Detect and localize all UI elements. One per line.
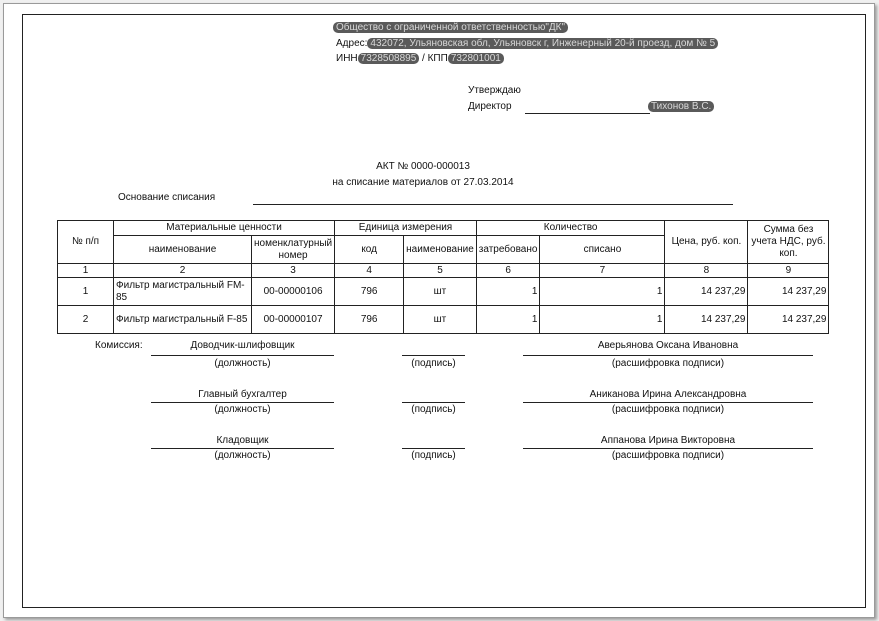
position-caption: (должность): [214, 404, 271, 415]
col-number: 8: [665, 264, 748, 278]
header-sum: Сумма без учета НДС, руб. коп.: [748, 221, 829, 264]
director-signature-line: [525, 113, 650, 114]
director-name: [648, 101, 714, 112]
header-code: код: [335, 236, 404, 264]
position-line: [151, 448, 334, 449]
col-number: 4: [335, 264, 404, 278]
signature-caption: (подпись): [411, 358, 456, 369]
basis-line: [253, 204, 733, 205]
header-num: № п/п: [58, 221, 114, 264]
org-name: [333, 22, 568, 33]
signature-caption: (подпись): [411, 450, 456, 461]
row-num: 2: [58, 306, 114, 334]
row-code: 796: [335, 306, 404, 334]
row-sum: 14 237,29: [748, 306, 829, 334]
row-price: 14 237,29: [665, 278, 748, 306]
signature-caption: (подпись): [411, 404, 456, 415]
address-line: [336, 38, 718, 49]
table-row: [58, 306, 829, 334]
col-number: 2: [114, 264, 252, 278]
col-number: 6: [476, 264, 540, 278]
header-unit-name: наименование: [404, 236, 477, 264]
commission-label: Комиссия:: [95, 340, 143, 351]
row-name: Фильтр магистральный FM-85: [114, 278, 252, 306]
member-position: Кладовщик: [216, 435, 269, 446]
position-line: [151, 355, 334, 356]
row-code: 796: [335, 278, 404, 306]
row-required: 1: [476, 278, 540, 306]
signature-line: [402, 355, 465, 356]
row-written-off: 1: [540, 278, 665, 306]
column-number-row: [58, 264, 829, 278]
decode-caption: (расшифровка подписи): [611, 358, 725, 369]
header-name: наименование: [114, 236, 252, 264]
act-title: АКТ № 0000-000013: [376, 161, 470, 172]
header-unit: Единица измерения: [335, 221, 477, 236]
kpp-label: / КПП: [422, 53, 448, 64]
address-label: Адрес:: [336, 38, 368, 49]
decode-caption: (расшифровка подписи): [611, 404, 725, 415]
row-unit: шт: [404, 278, 477, 306]
row-nomenclature: 00-00000107: [252, 306, 335, 334]
member-position: Доводчик-шлифовщик: [190, 340, 295, 351]
member-position: Главный бухгалтер: [198, 389, 287, 400]
decode-line: [523, 402, 813, 403]
header-material: Материальные ценности: [114, 221, 335, 236]
header-nomenclature: номенклатурный номер: [252, 236, 335, 264]
approve-label: Утверждаю: [468, 85, 521, 96]
position-caption: (должность): [214, 358, 271, 369]
header-required: затребовано: [476, 236, 540, 264]
kpp-value: 732801001: [448, 53, 504, 64]
member-name: Аверьянова Оксана Ивановна: [597, 340, 739, 351]
col-number: 7: [540, 264, 665, 278]
position-line: [151, 402, 334, 403]
row-nomenclature: 00-00000106: [252, 278, 335, 306]
signature-line: [402, 402, 465, 403]
position-caption: (должность): [214, 450, 271, 461]
member-name: Аппанова Ирина Викторовна: [600, 435, 736, 446]
org-name-text: Общество с ограниченной ответственностью"ДК": [333, 22, 568, 33]
document-frame: [22, 14, 866, 608]
signature-line: [402, 448, 465, 449]
row-unit: шт: [404, 306, 477, 334]
director-label: Директор: [468, 101, 512, 112]
row-required: 1: [476, 306, 540, 334]
inn-label: ИНН: [336, 53, 358, 64]
row-sum: 14 237,29: [748, 278, 829, 306]
basis-label: Основание списания: [118, 192, 216, 203]
table-row: [58, 278, 829, 306]
decode-line: [523, 355, 813, 356]
header-price: Цена, руб. коп.: [665, 221, 748, 264]
address-value: 432072, Ульяновская обл, Ульяновск г, Инженерный 20-й проезд, дом № 5: [367, 38, 718, 49]
header-written-off: списано: [540, 236, 665, 264]
row-name: Фильтр магистральный F-85: [114, 306, 252, 334]
inn-kpp-line: [336, 53, 504, 64]
col-number: 3: [252, 264, 335, 278]
col-number: 1: [58, 264, 114, 278]
materials-table: [57, 220, 829, 334]
row-written-off: 1: [540, 306, 665, 334]
act-subtitle: на списание материалов от 27.03.2014: [332, 177, 514, 188]
col-number: 9: [748, 264, 829, 278]
director-name-text: Тихонов В.С.: [648, 101, 714, 112]
inn-value: 7328508895: [358, 53, 420, 64]
decode-caption: (расшифровка подписи): [611, 450, 725, 461]
row-price: 14 237,29: [665, 306, 748, 334]
document-page: [3, 3, 875, 618]
member-name: Аниканова Ирина Александровна: [589, 389, 747, 400]
col-number: 5: [404, 264, 477, 278]
decode-line: [523, 448, 813, 449]
header-quantity: Количество: [476, 221, 665, 236]
row-num: 1: [58, 278, 114, 306]
